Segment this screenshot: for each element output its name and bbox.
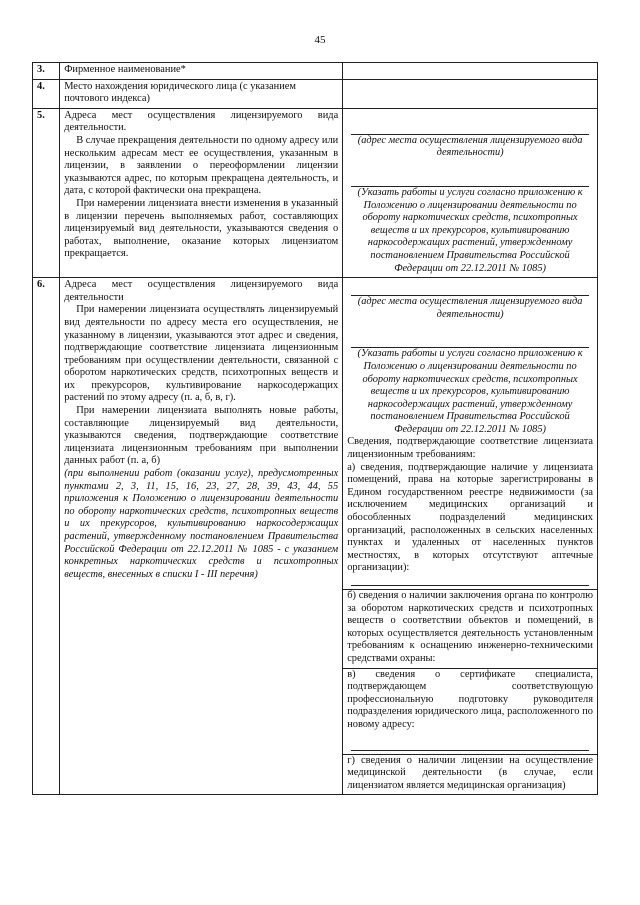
field-value-cell[interactable] — [343, 108, 598, 277]
field-value-cell[interactable] — [343, 278, 598, 795]
requirements-intro: Сведения, подтверждающие соответствие лицензиата лицензионным требованиям: — [347, 436, 593, 461]
field-label — [60, 108, 343, 277]
field-note: (при выполнении работ (оказании услуг), предусмотренных пунктами 2, 3, 11, 15, 16, 23, 27, 28, 39, 43, 44, 55 приложения к Положению о лицензировании деятельности по обороту наркотических средств, психотропных веществ и их прекурсоров, культивированию наркосодержащих растений, утвержденному постановлением Правительства Российской Федерации от 22.12.2011 № 1085 - с указанием конкретных наркотических средств и психотропных веществ, внесенных в списки I - III перечня) — [64, 468, 339, 580]
works-entry-line[interactable] — [351, 176, 589, 187]
field-note: (Указать работы и услуги согласно приложению к Положению о лицензировании деятельности по обороту наркотических средств, психотропных веществ и их прекурсоров, культивированию наркосодержащих растений, утвержденному постановлением Правительства Российской Федерации от 22.12.2011 № 1085) — [357, 348, 583, 435]
field-value-cell[interactable] — [343, 63, 598, 80]
field-title: Адреса мест осуществления лицензируемого вида деятельности — [64, 279, 339, 303]
works-entry-line[interactable] — [351, 337, 589, 348]
field-caption: (адрес места осуществления лицензируемого вида деятельности) — [357, 134, 583, 159]
address-entry-line[interactable] — [351, 285, 589, 296]
requirement-d: г) сведения о наличии лицензии на осуществление медицинской деятельности (в случае, если лицензиатом является медицинская организация) — [347, 754, 593, 791]
field-caption: (адрес места осуществления лицензируемого вида деятельности) — [357, 296, 583, 320]
table-row — [33, 63, 598, 80]
field-label: Место нахождения юридического лица (с указанием почтового индекса) — [60, 79, 343, 108]
table-row — [33, 108, 598, 277]
table-row — [33, 79, 598, 108]
field-instruction: При намерении лицензиата выполнять новые работы, составляющие лицензируемый вид деятельности, указываются сведения, подтверждающие соответствие лицензиата лицензионным требованиям при выполнении данных работ (п. а, б) — [64, 405, 339, 467]
row-number: 4. — [33, 79, 60, 108]
requirement-c: в) сведения о сертификате специалиста, подтверждающем соответствующую профессиональную подготовку руководителя подразделения юридического лица, расположенного по новому адресу: — [347, 668, 593, 730]
field-label — [60, 278, 343, 795]
field-note: (Указать работы и услуги согласно приложению к Положению о лицензировании деятельности по обороту наркотических средств, психотропных веществ и их прекурсоров, культивированию наркосодержащих растений, утвержденному постановлением Правительства Российской Федерации от 22.12.2011 № 1085) — [357, 186, 583, 274]
row-number: 5. — [33, 108, 60, 277]
row-number: 3. — [33, 63, 60, 80]
requirement-c-entry-line[interactable] — [351, 740, 589, 751]
field-label: Фирменное наименование* — [60, 63, 343, 80]
requirement-a-entry-line[interactable] — [351, 575, 589, 586]
field-instruction: При намерении лицензиата осуществлять лицензируемый вид деятельности по адресу места его осуществления, не указанному в лицензии, указываются этот адрес и сведения, подтверждающие соответствие лицензиата лицензионным требованиям при осуществлении деятельности, связанной с оборотом наркотических средств, психотропных веществ и их прекурсоров, культивирование наркосодержащих растений по этому адресу (п. а, б, в, г). — [64, 304, 339, 404]
requirement-a: а) сведения, подтверждающие наличие у лицензиата помещений, права на которые зарегистрированы в Едином государственном реестре недвижимости (за исключением медицинских организаций и обособленных подразделений медицинских организаций, расположенных в сельских населенных пунктах и удаленных от населенных пунктов местностях, в которых отсутствуют аптечные организации): — [347, 461, 593, 574]
license-form-table — [32, 62, 598, 795]
row-number: 6. — [33, 278, 60, 795]
table-row — [33, 278, 598, 795]
field-title: Адреса мест осуществления лицензируемого вида деятельности. — [64, 109, 339, 134]
field-instruction: В случае прекращения деятельности по одному адресу или нескольким адресам мест ее осуществления, указанным в лицензии, в заявлении о переоформлении лицензии указываются адрес, по которым прекращена деятельность, и дата, с которой фактически она прекращена. — [64, 134, 339, 197]
field-value-cell[interactable] — [343, 79, 598, 108]
field-instruction: При намерении лицензиата внести изменения в указанный в лицензии перечень выполняемых работ, составляющих лицензируемый вид деятельности, указываются сведения о работах, выполнение, оказание которых лицензиатом прекращается. — [64, 197, 339, 260]
page-number: 45 — [314, 34, 326, 46]
address-entry-line[interactable] — [351, 124, 589, 135]
requirement-b: б) сведения о наличии заключения органа по контролю за оборотом наркотических средств и психотропных веществ о соответствии объектов и помещений, в которых осуществляется деятельность установленным требованиям к оснащению инженерно-техническими средствами охраны: — [347, 590, 593, 664]
